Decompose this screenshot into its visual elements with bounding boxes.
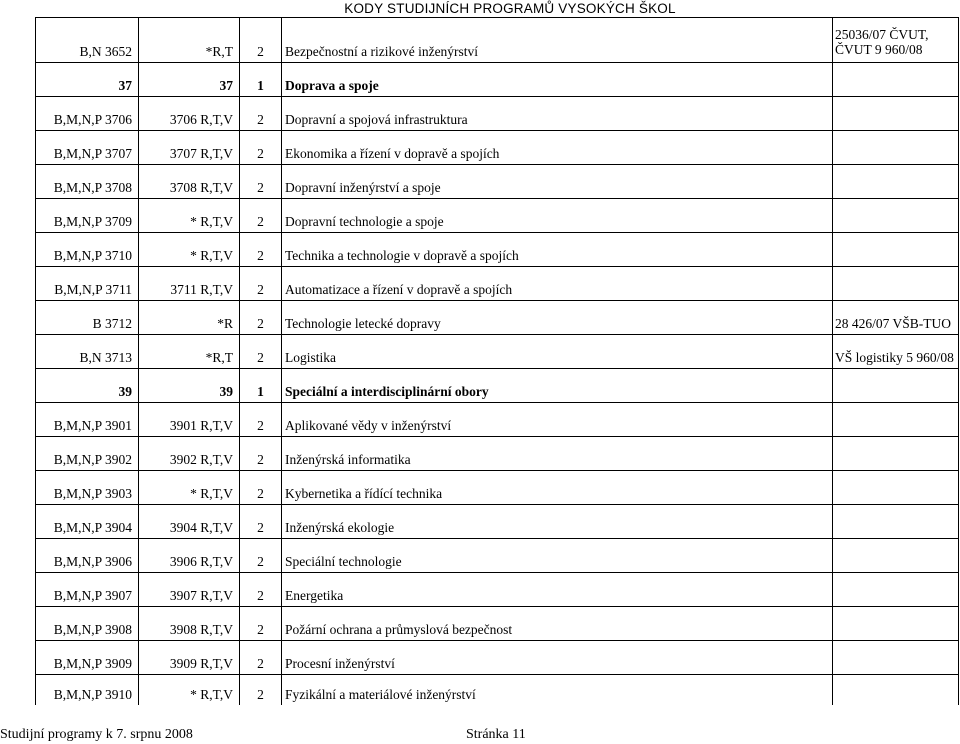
study-forms-cell — [139, 18, 240, 63]
accreditation-note-text: 28 426/07 VŠB-TUO — [835, 316, 952, 331]
study-forms-text: 3706 R,T,V — [169, 112, 233, 127]
program-code-cell — [36, 437, 139, 471]
table-row — [36, 97, 959, 131]
accreditation-note-text: 25036/07 ČVUT, ČVUT 9 960/08 — [835, 27, 929, 57]
program-code-cell — [36, 471, 139, 505]
level-text: 2 — [257, 214, 264, 229]
program-name-cell — [282, 131, 833, 165]
program-code-text: B,M,N,P 3706 — [53, 112, 132, 127]
accreditation-note-cell — [833, 131, 959, 165]
study-forms-text: 3902 R,T,V — [169, 452, 233, 467]
level-cell — [240, 539, 282, 573]
study-forms-text: 3708 R,T,V — [169, 180, 233, 195]
table-row — [36, 199, 959, 233]
accreditation-note-cell — [833, 607, 959, 641]
study-forms-cell — [139, 403, 240, 437]
program-code-text: B,M,N,P 3908 — [53, 622, 132, 637]
program-name-cell — [282, 573, 833, 607]
accreditation-note-cell — [833, 403, 959, 437]
table-row — [36, 267, 959, 301]
program-name-text: Energetika — [285, 588, 344, 603]
level-cell — [240, 505, 282, 539]
program-name-text: Fyzikální a materiálové inženýrství — [285, 686, 476, 702]
program-code-cell — [36, 369, 139, 403]
level-text: 1 — [257, 78, 264, 93]
program-name-cell — [282, 437, 833, 471]
program-name-cell — [282, 471, 833, 505]
program-code-text: B,M,N,P 3707 — [53, 146, 132, 161]
table-row — [36, 335, 959, 369]
accreditation-note-cell — [833, 233, 959, 267]
level-text: 2 — [257, 350, 264, 365]
program-name-text: Automatizace a řízení v dopravě a spojích — [285, 282, 513, 297]
study-forms-text: *R — [217, 316, 233, 331]
accreditation-note-cell — [833, 641, 959, 675]
footer-date: Studijní programy k 7. srpnu 2008 — [0, 727, 193, 742]
level-text: 2 — [257, 44, 264, 59]
level-cell — [240, 165, 282, 199]
program-code-cell — [36, 641, 139, 675]
page-footer — [0, 726, 960, 744]
program-name-text: Požární ochrana a průmyslová bezpečnost — [285, 622, 513, 637]
page-header-title: KODY STUDIJNÍCH PROGRAMŮ VYSOKÝCH ŠKOL — [344, 1, 676, 16]
study-forms-text: *R,T — [205, 350, 233, 365]
study-forms-cell — [139, 131, 240, 165]
program-name-text: Speciální technologie — [285, 554, 402, 569]
study-forms-cell — [139, 301, 240, 335]
study-forms-text: 37 — [219, 78, 233, 93]
level-text: 2 — [257, 452, 264, 467]
program-name-text: Bezpečnostní a rizikové inženýrství — [285, 44, 479, 59]
program-code-text: B,M,N,P 3708 — [53, 180, 132, 195]
accreditation-note-cell — [833, 301, 959, 335]
accreditation-note-cell — [833, 165, 959, 199]
program-code-text: B,M,N,P 3906 — [53, 554, 132, 569]
level-cell — [240, 369, 282, 403]
level-text: 2 — [257, 282, 264, 297]
study-forms-cell — [139, 539, 240, 573]
level-text: 2 — [257, 146, 264, 161]
program-code-cell — [36, 18, 139, 63]
level-text: 2 — [257, 686, 264, 702]
table-row — [36, 301, 959, 335]
program-name-cell — [282, 165, 833, 199]
study-forms-text: * R,T,V — [190, 686, 233, 702]
study-forms-text: *R,T — [205, 44, 233, 59]
study-forms-cell — [139, 233, 240, 267]
program-name-cell — [282, 641, 833, 675]
table-row — [36, 471, 959, 505]
program-name-text: Aplikované vědy v inženýrství — [285, 418, 452, 433]
table-row — [36, 539, 959, 573]
level-text: 2 — [257, 656, 264, 671]
level-text: 2 — [257, 112, 264, 127]
program-code-cell — [36, 267, 139, 301]
program-code-cell — [36, 573, 139, 607]
study-forms-text: * R,T,V — [190, 214, 233, 229]
study-forms-cell — [139, 437, 240, 471]
program-code-text: B,M,N,P 3901 — [53, 418, 132, 433]
program-code-text: B,M,N,P 3711 — [54, 282, 132, 297]
study-forms-text: 3707 R,T,V — [169, 146, 233, 161]
program-name-cell — [282, 267, 833, 301]
table-row — [36, 165, 959, 199]
level-text: 2 — [257, 622, 264, 637]
program-name-text: Ekonomika a řízení v dopravě a spojích — [285, 146, 500, 161]
table-row — [36, 505, 959, 539]
level-cell — [240, 199, 282, 233]
program-code-text: B,M,N,P 3903 — [53, 486, 132, 501]
program-code-text: B,N 3713 — [79, 350, 132, 365]
table-row — [36, 675, 959, 705]
study-forms-cell — [139, 573, 240, 607]
program-name-text: Logistika — [285, 350, 336, 365]
level-cell — [240, 301, 282, 335]
study-forms-cell — [139, 471, 240, 505]
program-code-cell — [36, 675, 139, 705]
level-text: 2 — [257, 316, 264, 331]
accreditation-note-cell — [833, 505, 959, 539]
accreditation-note-cell — [833, 18, 959, 63]
program-name-cell — [282, 607, 833, 641]
program-code-text: 37 — [118, 78, 132, 93]
level-cell — [240, 437, 282, 471]
study-forms-text: 3906 R,T,V — [169, 554, 233, 569]
study-forms-cell — [139, 641, 240, 675]
table-row — [36, 131, 959, 165]
page-header — [0, 0, 960, 17]
study-forms-cell — [139, 97, 240, 131]
program-name-text: Inženýrská ekologie — [285, 520, 395, 535]
accreditation-note-cell — [833, 369, 959, 403]
programs-table — [35, 17, 959, 705]
program-code-cell — [36, 199, 139, 233]
program-code-text: B,N 3652 — [79, 44, 132, 59]
study-forms-text: 3901 R,T,V — [169, 418, 233, 433]
program-code-text: B,M,N,P 3910 — [53, 686, 132, 702]
program-code-cell — [36, 539, 139, 573]
level-cell — [240, 18, 282, 63]
program-code-text: B,M,N,P 3909 — [53, 656, 132, 671]
level-cell — [240, 335, 282, 369]
table-row — [36, 573, 959, 607]
table-row — [36, 641, 959, 675]
program-code-cell — [36, 505, 139, 539]
program-code-text: B,M,N,P 3902 — [53, 452, 132, 467]
accreditation-note-cell — [833, 267, 959, 301]
accreditation-note-cell — [833, 199, 959, 233]
study-forms-cell — [139, 63, 240, 97]
study-forms-text: 3908 R,T,V — [169, 622, 233, 637]
program-name-cell — [282, 63, 833, 97]
program-name-cell — [282, 199, 833, 233]
table-section-row — [36, 63, 959, 97]
study-forms-cell — [139, 675, 240, 705]
program-name-cell — [282, 675, 833, 705]
study-forms-text: 3909 R,T,V — [169, 656, 233, 671]
level-cell — [240, 233, 282, 267]
accreditation-note-cell — [833, 437, 959, 471]
study-forms-text: 3907 R,T,V — [169, 588, 233, 603]
level-cell — [240, 607, 282, 641]
accreditation-note-cell — [833, 539, 959, 573]
table-section-row — [36, 369, 959, 403]
accreditation-note-cell — [833, 63, 959, 97]
program-name-text: Technika a technologie v dopravě a spojích — [285, 248, 519, 263]
study-forms-cell — [139, 607, 240, 641]
accreditation-note-cell — [833, 335, 959, 369]
footer-page-number: Stránka 11 — [466, 727, 526, 742]
program-code-cell — [36, 233, 139, 267]
program-name-text: Speciální a interdisciplinární obory — [285, 384, 489, 399]
program-name-text: Technologie letecké dopravy — [285, 316, 441, 331]
accreditation-note-cell — [833, 97, 959, 131]
program-code-cell — [36, 131, 139, 165]
level-cell — [240, 63, 282, 97]
program-name-cell — [282, 505, 833, 539]
level-cell — [240, 131, 282, 165]
level-text: 2 — [257, 520, 264, 535]
program-name-cell — [282, 301, 833, 335]
program-code-text: B,M,N,P 3907 — [53, 588, 132, 603]
program-code-cell — [36, 335, 139, 369]
table-row — [36, 18, 959, 63]
level-cell — [240, 97, 282, 131]
level-text: 1 — [257, 384, 264, 399]
study-forms-cell — [139, 267, 240, 301]
program-name-text: Dopravní a spojová infrastruktura — [285, 112, 468, 127]
study-forms-text: * R,T,V — [190, 248, 233, 263]
program-code-text: B,M,N,P 3709 — [53, 214, 132, 229]
study-forms-cell — [139, 199, 240, 233]
accreditation-note-text — [835, 702, 958, 705]
level-cell — [240, 471, 282, 505]
program-code-text: 39 — [118, 384, 132, 399]
level-text: 2 — [257, 486, 264, 501]
accreditation-note-cell — [833, 573, 959, 607]
program-code-cell — [36, 63, 139, 97]
program-code-cell — [36, 403, 139, 437]
program-name-cell — [282, 403, 833, 437]
table-row — [36, 437, 959, 471]
level-text: 2 — [257, 180, 264, 195]
level-text: 2 — [257, 588, 264, 603]
program-name-cell — [282, 335, 833, 369]
program-code-text: B,M,N,P 3710 — [53, 248, 132, 263]
accreditation-note-cell — [833, 675, 959, 705]
level-text: 2 — [257, 554, 264, 569]
program-name-cell — [282, 539, 833, 573]
study-forms-text: 39 — [219, 384, 233, 399]
study-forms-text: 3711 R,T,V — [170, 282, 233, 297]
program-code-cell — [36, 97, 139, 131]
study-forms-text: * R,T,V — [190, 486, 233, 501]
program-name-text: Doprava a spoje — [285, 78, 379, 93]
level-cell — [240, 267, 282, 301]
program-code-cell — [36, 301, 139, 335]
accreditation-note-text: VŠ logistiky 5 960/08 — [835, 350, 954, 365]
program-name-text: Procesní inženýrství — [285, 656, 395, 671]
accreditation-note-cell — [833, 471, 959, 505]
table-row — [36, 233, 959, 267]
program-name-cell — [282, 233, 833, 267]
level-cell — [240, 573, 282, 607]
program-name-text: Dopravní inženýrství a spoje — [285, 180, 441, 195]
table-row — [36, 403, 959, 437]
program-code-text: B,M,N,P 3904 — [53, 520, 132, 535]
program-code-text: B 3712 — [92, 316, 132, 331]
study-forms-cell — [139, 505, 240, 539]
level-cell — [240, 403, 282, 437]
program-name-cell — [282, 18, 833, 63]
program-name-text: Kybernetika a řídící technika — [285, 486, 443, 501]
study-forms-cell — [139, 335, 240, 369]
study-forms-text: 3904 R,T,V — [169, 520, 233, 535]
program-name-cell — [282, 97, 833, 131]
level-text: 2 — [257, 248, 264, 263]
level-cell — [240, 675, 282, 705]
program-code-cell — [36, 165, 139, 199]
study-forms-cell — [139, 369, 240, 403]
program-name-cell — [282, 369, 833, 403]
program-name-text: Inženýrská informatika — [285, 452, 411, 467]
study-forms-cell — [139, 165, 240, 199]
level-text: 2 — [257, 418, 264, 433]
program-code-cell — [36, 607, 139, 641]
level-cell — [240, 641, 282, 675]
program-name-text: Dopravní technologie a spoje — [285, 214, 444, 229]
table-row — [36, 607, 959, 641]
